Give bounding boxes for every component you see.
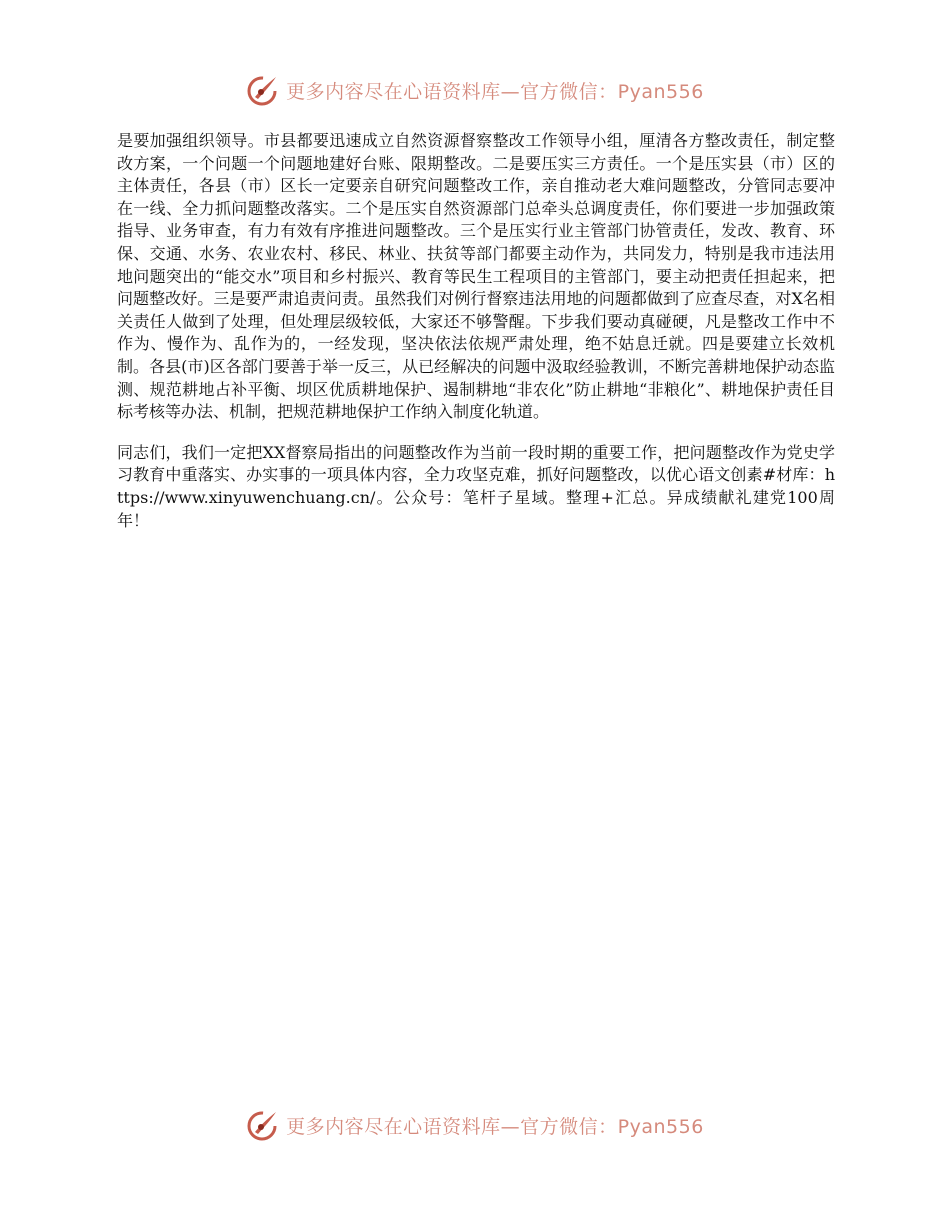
document-body [117, 130, 835, 550]
brush-logo-icon [246, 1108, 280, 1142]
header-banner [0, 70, 950, 110]
paragraph-1: 是要加强组织领导。市县都要迅速成立自然资源督察整改工作领导小组，厘清各方整改责任，制定整改方案，一个问题一个问题地建好台账、限期整改。二是要压实三方责任。一个是压实县（市）区的主体责任，各县（市）区长一定要亲自研究问题整改工作，亲自推动老大难问题整改，分管同志要冲在一线、全力抓问题整改落实。二个是压实自然资源部门总牵头总调度责任，你们要进一步加强政策指导、业务审查，有力有效有序推进问题整改。三个是压实行业主管部门协管责任，发改、教育、环保、交通、水务、农业农村、移民、林业、扶贫等部门都要主动作为，共同发力，特别是我市违法用地问题突出的“能交水”项目和乡村振兴、教育等民生工程项目的主管部门，要主动把责任担起来，把问题整改好。三是要严肃追责问责。虽然我们对例行督察违法用地的问题都做到了应查尽查，对X名相关责任人做到了处理，但处理层级较低，大家还不够警醒。下步我们要动真碰硬，凡是整改工作中不作为、慢作为、乱作为的，一经发现，坚决依法依规严肃处理，绝不姑息迁就。四是要建立长效机制。各县(市)区各部门要善于举一反三，从已经解决的问题中汲取经验教训，不断完善耕地保护动态监测、规范耕地占补平衡、坝区优质耕地保护、遏制耕地“非农化”防止耕地“非粮化”、耕地保护责任目标考核等办法、机制，把规范耕地保护工作纳入制度化轨道。 [117, 131, 835, 422]
footer-banner [0, 1105, 950, 1145]
paragraph-2: 同志们，我们一定把XX督察局指出的问题整改作为当前一段时期的重要工作，把问题整改作为党史学习教育中重落实、办实事的一项具体内容，全力攻坚克难，抓好问题整改，以优心语文创素#材库：https://www.xinyuwenchuang.cn/。公众号：笔杆子星域。整理+汇总。异成绩献礼建党100周年！ [117, 442, 835, 530]
brush-logo-icon [246, 73, 280, 107]
footer-banner-text: 更多内容尽在心语资料库—官方微信：Pyan556 [286, 1115, 704, 1138]
header-banner-text: 更多内容尽在心语资料库—官方微信：Pyan556 [286, 80, 704, 103]
